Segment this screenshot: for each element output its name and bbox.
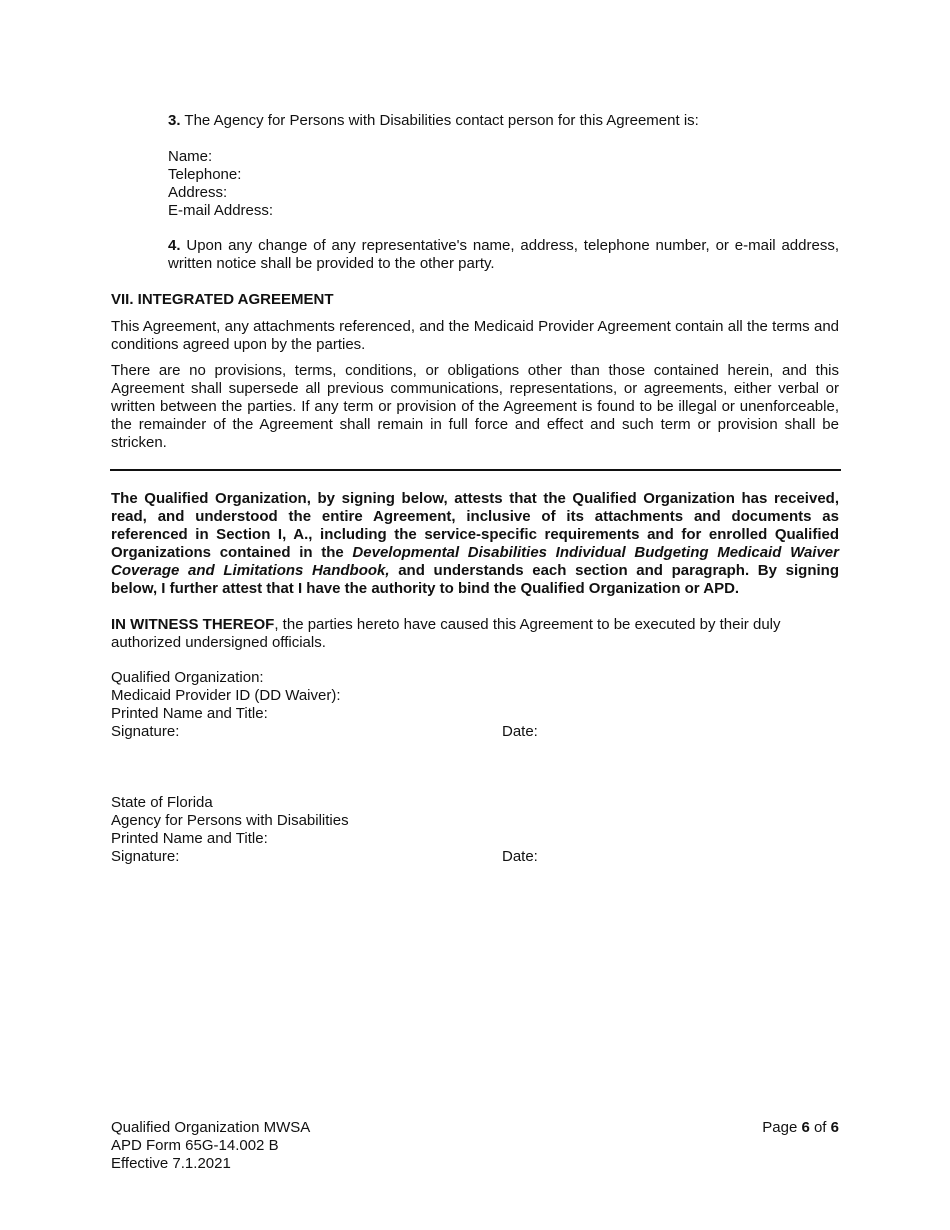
contact-field-telephone: Telephone: [168, 166, 242, 183]
qualified-organization-label: Qualified Organization: [111, 669, 264, 686]
footer-form-info [111, 1119, 511, 1173]
witness-lead: IN WITNESS THEREOF [111, 616, 275, 633]
footer-effective-date: Effective 7.1.2021 [111, 1155, 231, 1172]
handbook-title: Developmental Disabilities Individual Budgeting Medicaid Waiver Coverage and Limitations Handbook, [111, 544, 839, 579]
page-number: Page 6 of 6 [762, 1119, 839, 1136]
date-label-1: Date: [502, 723, 538, 740]
attestation-part-2: and understands each section and paragraph. By signing below, I further attest that I have the authority to bind the Qualified Organization or APD. [111, 562, 839, 597]
section-7-paragraph-2: There are no provisions, terms, conditions, or obligations other than those contained herein, and this Agreement shall supersede all previous communications, representations, or agreements, either verbal or written between the parties. If any term or provision of the Agreement is found to be illegal or unenforceable, the remainder of the Agreement shall remain in full force and effect and such term or provision shall be stricken. [111, 362, 839, 451]
footer-form-name: Qualified Organization MWSA [111, 1119, 311, 1136]
section-7-heading: VII. INTEGRATED AGREEMENT [111, 291, 334, 308]
section-7-paragraph-1: This Agreement, any attachments referenced, and the Medicaid Provider Agreement contain all the terms and conditions agreed upon by the parties. [111, 318, 839, 353]
witness-text: , the parties hereto have caused this Agreement to be executed by their duly authorized undersigned officials. [111, 616, 781, 651]
page-current: 6 [801, 1119, 810, 1136]
printed-name-title-label: Printed Name and Title: [111, 705, 268, 722]
state-signature-block [111, 794, 839, 866]
witness-paragraph [111, 616, 839, 652]
signature-label-2: Signature: [111, 848, 180, 865]
item-4-text: Upon any change of any representative's name, address, telephone number, or e-mail address, written notice shall be provided to the other party. [168, 237, 839, 272]
attestation-paragraph [111, 490, 839, 598]
contact-field-name: Name: [168, 148, 213, 165]
state-of-florida-label: State of Florida [111, 794, 213, 811]
printed-name-title-label-2: Printed Name and Title: [111, 830, 268, 847]
contact-field-address: Address: [168, 184, 228, 201]
contact-fields [168, 148, 839, 220]
item-3-number: 3. [168, 112, 181, 129]
attestation-part-1: The Qualified Organization, by signing below, attests that the Qualified Organization has received, read, and understood the entire Agreement, inclusive of its attachments and documents as referenced in Section I, A., including the service-specific requirements and for enrolled Qualified Organizations contained in the [111, 490, 839, 561]
agency-label: Agency for Persons with Disabilities [111, 812, 349, 829]
date-label-2: Date: [502, 848, 538, 865]
horizontal-divider [110, 469, 841, 471]
item-4-paragraph [168, 237, 839, 273]
contact-field-email: E-mail Address: [168, 202, 274, 219]
page-total: 6 [830, 1119, 839, 1136]
item-3-text: The Agency for Persons with Disabilities contact person for this Agreement is: [180, 112, 699, 129]
footer-form-number: APD Form 65G-14.002 B [111, 1137, 279, 1154]
medicaid-provider-id-label: Medicaid Provider ID (DD Waiver): [111, 687, 341, 704]
item-4-number: 4. [168, 237, 181, 254]
qualified-organization-signature-block [111, 669, 839, 741]
signature-label: Signature: [111, 723, 180, 740]
item-3-paragraph [168, 112, 839, 130]
